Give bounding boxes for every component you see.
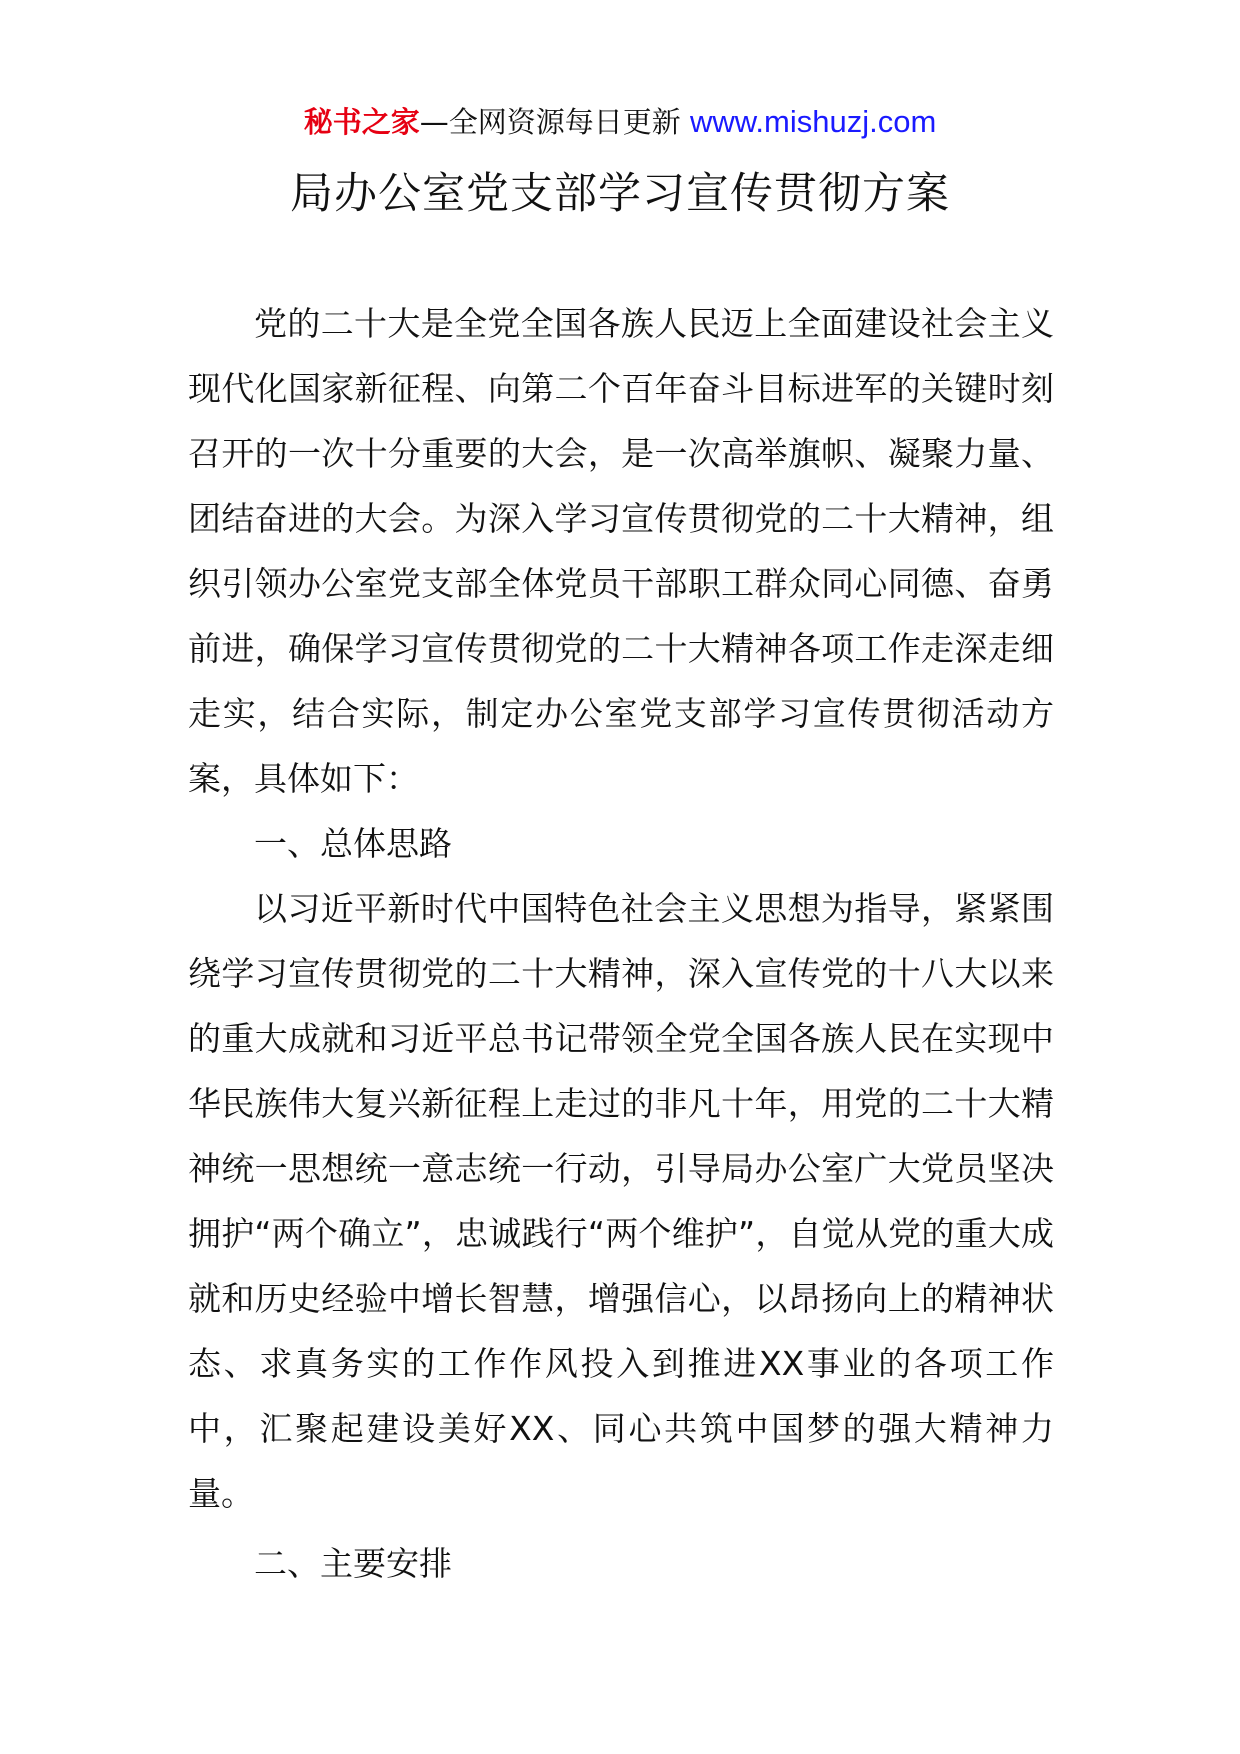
section-paragraph-overall-approach: 以习近平新时代中国特色社会主义思想为指导，紧紧围绕学习宣传贯彻党的二十大精神，深入宣传党的十八大以来的重大成就和习近平总书记带领全党全国各族人民在实现中华民族伟大复兴新征程上走过的非凡十年，用党的二十大精神统一思想统一意志统一行动，引导局办公室广大党员坚决拥护“两个确立”，忠诚践行“两个维护”，自觉从党的重大成就和历史经验中增长智慧，增强信心，以昂扬向上的精神状态、求真务实的工作作风投入到推进XX事业的各项工作中，汇聚起建设美好XX、同心共筑中国梦的强大精神力量。 [188,889,1054,1513]
intro-paragraph: 党的二十大是全党全国各族人民迈上全面建设社会主义现代化国家新征程、向第二个百年奋斗目标进军的关键时刻召开的一次十分重要的大会，是一次高举旗帜、凝聚力量、团结奋进的大会。为深入学习宣传贯彻党的二十大精神，组织引领办公室党支部全体党员干部职工群众同心同德、奋勇前进，确保学习宣传贯彻党的二十大精神各项工作走深走细走实，结合实际，制定办公室党支部学习宣传贯彻活动方案，具体如下： [188,304,1054,798]
page-header [0,102,1240,142]
header-tagline: —全网资源每日更新 [419,105,681,139]
website-link[interactable]: www.mishuzj.com [689,104,937,139]
brand-name: 秘书之家 [303,105,420,139]
document-title: 局办公室党支部学习宣传贯彻方案 [290,169,950,219]
section-heading-main-arrangements: 二、主要安排 [254,1544,452,1583]
document-body [188,291,1054,1596]
section-heading-overall-approach: 一、总体思路 [254,824,452,863]
